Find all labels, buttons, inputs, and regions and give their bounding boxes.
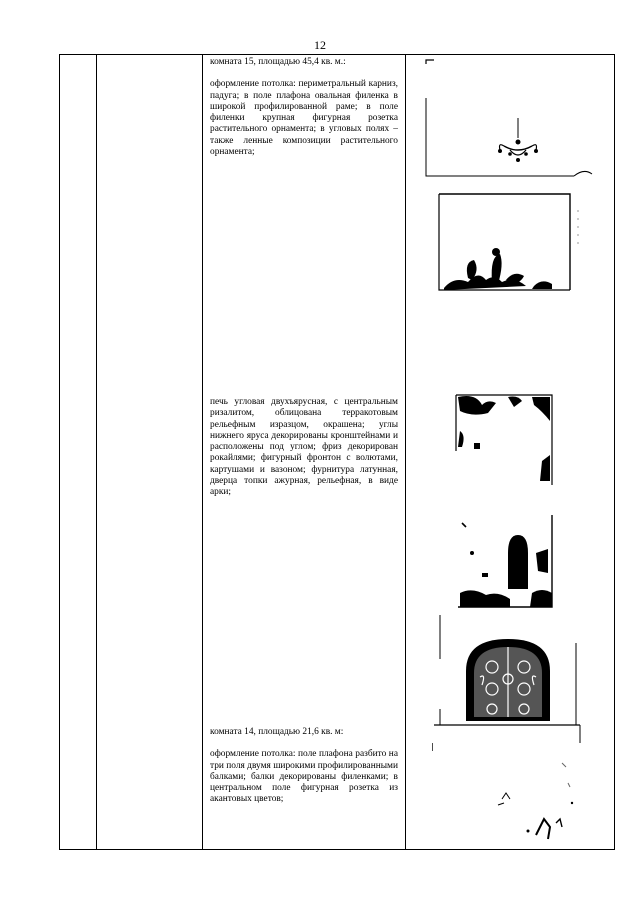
- room15-heading: комната 15, площадью 45,4 кв. м.:: [210, 57, 346, 67]
- page-number: 12: [314, 38, 326, 52]
- ceiling-ornament-photo: [434, 190, 584, 300]
- stove-upper-photo: [452, 391, 560, 489]
- stove-text: печь угловая двухъярусная, с центральным ризалитом, облицована терракотовым рельефным изразцом, окрашена; углы нижнего яруса декорированы кронштейнами и расположены под углом; фриз декорирован рокайлями; фигурный фронтон с волютами, картушами и вазоном; фурнитура латунная, дверца топки ажурная, рельефная, в виде арки;: [210, 397, 398, 498]
- stove-description: [210, 397, 398, 499]
- column-divider-2: [202, 55, 203, 849]
- ceiling-chandelier-photo: [424, 58, 594, 183]
- column-divider-3: [405, 55, 406, 849]
- room14-ceiling-text: оформление потолка: поле плафона разбито на три поля двумя широкими профилированными балками; балки декорированы филенками; в центральном поле фигурная розетка из акантовых цветов;: [210, 749, 398, 805]
- document-table: [59, 54, 615, 850]
- room15-ceiling-text: оформление потолка: периметральный карниз, падуга; в поле плафона овальная филенка в широкой профилированной раме; в поле филенки крупная фигурная розетка растительного орнамента; в угловых полях – также ленные композиции растительного орнамента;: [210, 79, 398, 158]
- stove-door-photo: [452, 513, 560, 609]
- column-divider-1: [96, 55, 97, 849]
- room14-heading: комната 14, площадью 21,6 кв. м:: [210, 727, 344, 737]
- room15-description: [210, 57, 398, 158]
- stove-grate-photo: [436, 613, 586, 728]
- room14-description: [210, 727, 398, 806]
- ceiling-room14-photo: [432, 723, 596, 845]
